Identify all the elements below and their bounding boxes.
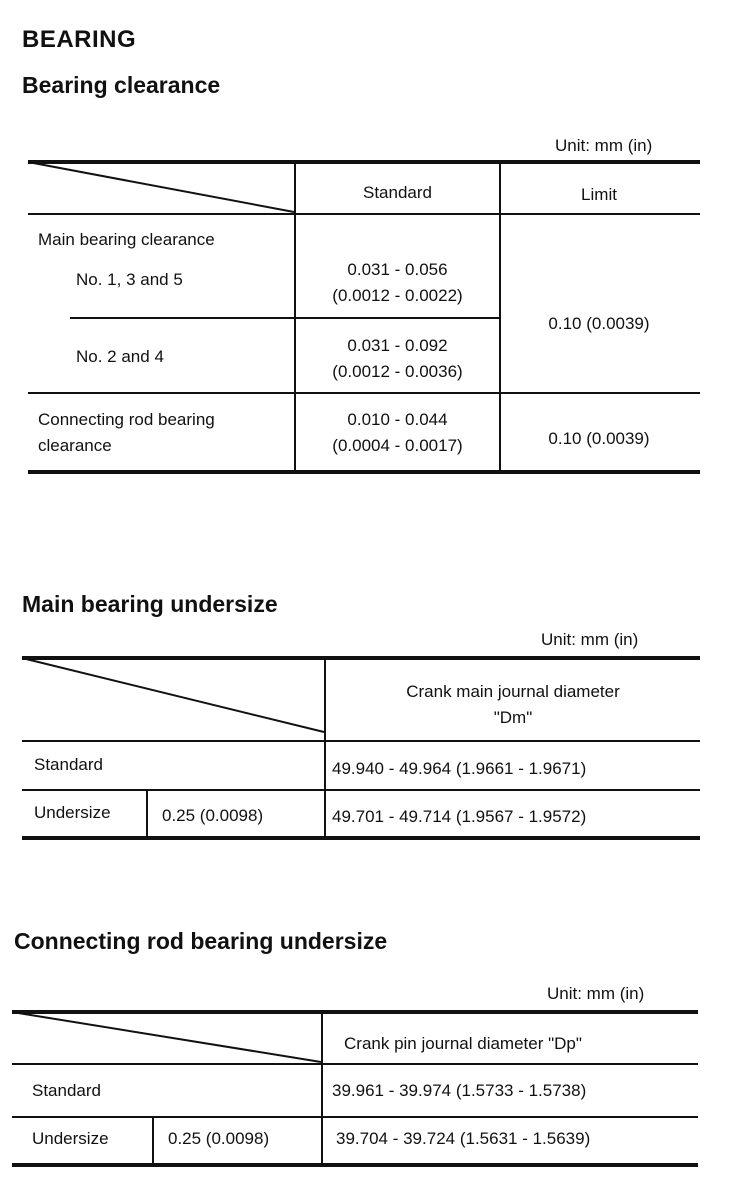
rod-limit: 0.10 (0.0039): [548, 429, 650, 448]
undersize-amount: 0.25 (0.0098): [168, 1129, 270, 1148]
main-undersize-unit-label: Unit: mm (in): [541, 630, 639, 649]
std-label: Standard: [32, 1081, 101, 1100]
section-title: BEARING: [22, 26, 137, 53]
row2-standard-in: (0.0012 - 0.0036): [332, 362, 463, 381]
table-bottom-rule: [12, 1163, 698, 1167]
std-label: Standard: [34, 755, 103, 774]
col-crank-main-journal: Crank main journal diameter: [406, 682, 620, 701]
undersize-value: 39.704 - 39.724 (1.5631 - 1.5639): [336, 1129, 591, 1148]
main-undersize-title: Main bearing undersize: [22, 591, 278, 617]
header-diagonal: [22, 658, 324, 734]
table-bottom-rule: [28, 470, 700, 474]
rod-undersize-title: Connecting rod bearing undersize: [14, 928, 388, 954]
row2-label: No. 2 and 4: [76, 347, 164, 366]
row1-standard-mm: 0.031 - 0.056: [347, 260, 448, 279]
std-value: 49.940 - 49.964 (1.9661 - 1.9671): [332, 759, 587, 778]
rod-label-line1: Connecting rod bearing: [38, 410, 215, 429]
undersize-amount: 0.25 (0.0098): [162, 806, 264, 825]
row1-label: No. 1, 3 and 5: [76, 270, 183, 289]
col-limit: Limit: [581, 185, 617, 204]
main-bearing-label: Main bearing clearance: [38, 230, 215, 249]
rod-standard-mm: 0.010 - 0.044: [347, 410, 448, 429]
col-dm-symbol: "Dm": [493, 708, 533, 727]
rod-undersize-unit-label: Unit: mm (in): [547, 984, 645, 1003]
col-crank-pin-journal: Crank pin journal diameter "Dp": [344, 1034, 582, 1053]
std-value: 39.961 - 39.974 (1.5733 - 1.5738): [332, 1081, 587, 1100]
header-diagonal: [12, 1012, 321, 1064]
undersize-label: Undersize: [34, 803, 111, 822]
header-diagonal: [28, 162, 294, 214]
main-limit: 0.10 (0.0039): [548, 314, 650, 333]
clearance-unit-label: Unit: mm (in): [555, 136, 653, 155]
row2-standard-mm: 0.031 - 0.092: [347, 336, 448, 355]
undersize-label: Undersize: [32, 1129, 109, 1148]
rod-label-line2: clearance: [38, 436, 112, 455]
table-bottom-rule: [22, 836, 700, 840]
bearing-clearance-title: Bearing clearance: [22, 72, 221, 98]
rod-standard-in: (0.0004 - 0.0017): [332, 436, 463, 455]
col-standard: Standard: [363, 183, 432, 202]
row1-standard-in: (0.0012 - 0.0022): [332, 286, 463, 305]
undersize-value: 49.701 - 49.714 (1.9567 - 1.9572): [332, 807, 587, 826]
